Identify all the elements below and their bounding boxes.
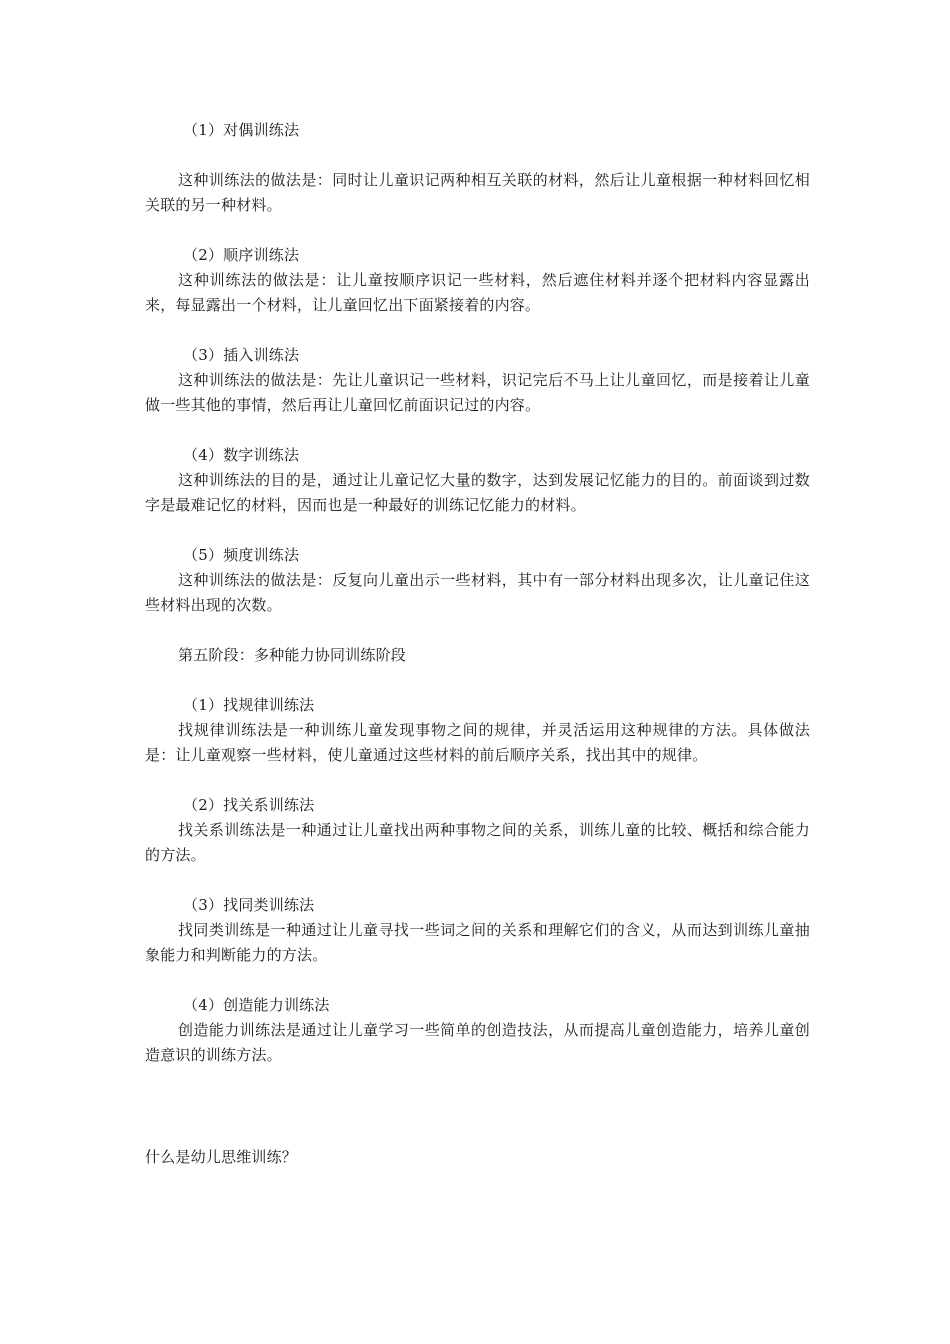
spacer	[145, 668, 810, 693]
spacer	[145, 968, 810, 993]
section-heading-relation: （2）找关系训练法	[183, 796, 315, 814]
paragraph-relation: 找关系训练法是一种通过让儿童找出两种事物之间的关系，训练儿童的比较、概括和综合能力的方法。	[145, 821, 810, 864]
spacer	[145, 518, 810, 543]
paragraph-sequence: 这种训练法的做法是：让儿童按顺序识记一些材料，然后遮住材料并逐个把材料内容显露出来，每显露出一个材料，让儿童回忆出下面紧接着的内容。	[145, 271, 810, 314]
paragraph-dual: 这种训练法的做法是：同时让儿童识记两种相互关联的材料，然后让儿童根据一种材料回忆相关联的另一种材料。	[145, 171, 810, 214]
spacer	[145, 143, 810, 168]
spacer	[145, 1068, 810, 1120]
spacer	[145, 418, 810, 443]
section-heading-dual: （1）对偶训练法	[183, 121, 300, 139]
section-heading-creativity: （4）创造能力训练法	[183, 996, 330, 1014]
paragraph-frequency: 这种训练法的做法是：反复向儿童出示一些材料，其中有一部分材料出现多次，让儿童记住这些材料出现的次数。	[145, 571, 810, 614]
spacer	[145, 868, 810, 893]
stage-heading: 第五阶段：多种能力协同训练阶段	[178, 646, 407, 664]
document-body	[145, 118, 810, 1170]
section-heading-frequency: （5）频度训练法	[183, 546, 300, 564]
paragraph-number: 这种训练法的目的是，通过让儿童记忆大量的数字，达到发展记忆能力的目的。前面谈到过数字是最难记忆的材料，因而也是一种最好的训练记忆能力的材料。	[145, 471, 810, 514]
section-heading-insert: （3）插入训练法	[183, 346, 300, 364]
paragraph-creativity: 创造能力训练法是通过让儿童学习一些简单的创造技法，从而提高儿童创造能力，培养儿童创造意识的训练方法。	[145, 1021, 810, 1064]
section-heading-sequence: （2）顺序训练法	[183, 246, 300, 264]
spacer	[145, 1120, 810, 1145]
spacer	[145, 318, 810, 343]
spacer	[145, 218, 810, 243]
paragraph-category: 找同类训练是一种通过让儿童寻找一些词之间的关系和理解它们的含义，从而达到训练儿童抽象能力和判断能力的方法。	[145, 921, 810, 964]
paragraph-pattern: 找规律训练法是一种训练儿童发现事物之间的规律，并灵活运用这种规律的方法。具体做法是：让儿童观察一些材料，使儿童通过这些材料的前后顺序关系，找出其中的规律。	[145, 721, 810, 764]
section-heading-number: （4）数字训练法	[183, 446, 300, 464]
section-heading-category: （3）找同类训练法	[183, 896, 315, 914]
question-heading: 什么是幼儿思维训练？	[145, 1148, 298, 1166]
section-heading-pattern: （1）找规律训练法	[183, 696, 315, 714]
paragraph-insert: 这种训练法的做法是：先让儿童识记一些材料，识记完后不马上让儿童回忆，而是接着让儿童做一些其他的事情，然后再让儿童回忆前面识记过的内容。	[145, 371, 810, 414]
spacer	[145, 618, 810, 643]
spacer	[145, 768, 810, 793]
